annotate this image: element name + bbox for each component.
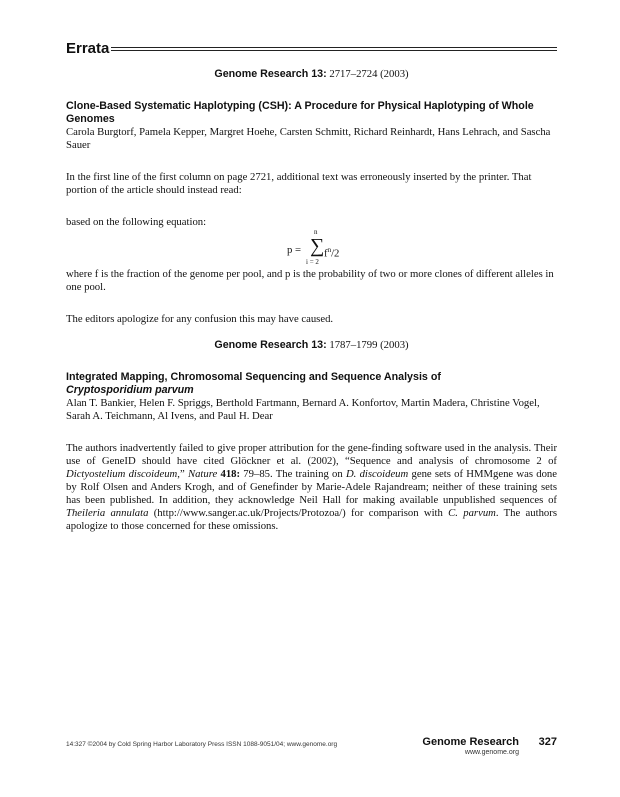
equation-upper-limit: n — [314, 228, 318, 236]
errata-content — [66, 68, 557, 533]
erratum2-title: Integrated Mapping, Chromosomal Sequencing and Sequence Analysis of Cryptosporidium parvum — [66, 371, 441, 396]
erratum1-journal: Genome Research 13: — [214, 68, 327, 80]
erratum1-para2: based on the following equation: — [66, 216, 207, 228]
section-title: Errata — [66, 40, 110, 57]
equation-lower-limit: i = 2 — [306, 258, 319, 266]
erratum2-journal: Genome Research 13: — [214, 339, 327, 351]
erratum1-pages: 2717–2724 (2003) — [326, 68, 409, 80]
erratum1-citation — [66, 68, 557, 81]
equation-body: $f^n/2$ — [324, 246, 340, 260]
page-header — [66, 40, 557, 60]
header-rule-top — [106, 47, 557, 48]
erratum2-title-species: Cryptosporidium parvum — [66, 384, 194, 396]
footer-journal-name: Genome Research — [422, 736, 519, 748]
erratum2-pages: 1787–1799 (2003) — [326, 339, 409, 351]
page-number: 327 — [538, 736, 557, 748]
erratum1-para3: where f is the fraction of the genome per pool, and p is the probability of two or more clones of different alleles in one pool. — [66, 268, 554, 293]
erratum2-paragraph: The authors inadvertently failed to give proper attribution for the gene-finding software used in the analysis. Their use of GeneID should have cited Glöckner et al. (2002), “Sequence and analysis of chromosome 2 of Dictyostelium discoideum,” Nature 418: 79–85. The training on D. discoideum gene sets of HMMgene was done by Rolf Olsen and Anders Krogh, and of Genefinder by Marie-Adele Rajandream; neither of these training sets has been published. In addition, they acknowledge Neil Hall for making available unpublished sequences of Theileria annulata (http://www.sanger.ac.uk/Projects/Protozoa/) for comparison with C. parvum. The authors apologize to those concerned for these omissions. — [66, 442, 558, 532]
equation-lhs: p = — [287, 244, 302, 256]
summation-sign: ∑ — [310, 235, 325, 257]
header-rule-bottom — [106, 50, 557, 51]
erratum2-citation — [66, 339, 557, 352]
footer-copyright: 14:327 ©2004 by Cold Spring Harbor Laboratory Press ISSN 1088-9051/04; www.genome.org — [66, 741, 338, 748]
footer-website: www.genome.org — [464, 749, 519, 756]
erratum1-para1: In the first line of the first column on page 2721, additional text was erroneously inserted by the printer. That portion of the article should instead read: — [66, 171, 532, 196]
erratum1-title: Clone-Based Systematic Haplotyping (CSH): A Procedure for Physical Haplotyping of Whole Genomes — [66, 100, 534, 125]
erratum2-authors: Alan T. Bankier, Helen F. Spriggs, Berthold Fartmann, Bernard A. Konfortov, Martin Madera, Christine Vogel, Sarah A. Teichmann, Al Ivens, and Paul H. Dear — [66, 397, 540, 422]
page-footer — [66, 734, 557, 764]
erratum1-para4: The editors apologize for any confusion this may have caused. — [66, 313, 334, 325]
equation — [66, 228, 557, 266]
erratum1-authors: Carola Burgtorf, Pamela Kepper, Margret Hoehe, Carsten Schmitt, Richard Reinhardt, Hans Lehrach, and Sascha Sauer — [66, 126, 551, 151]
